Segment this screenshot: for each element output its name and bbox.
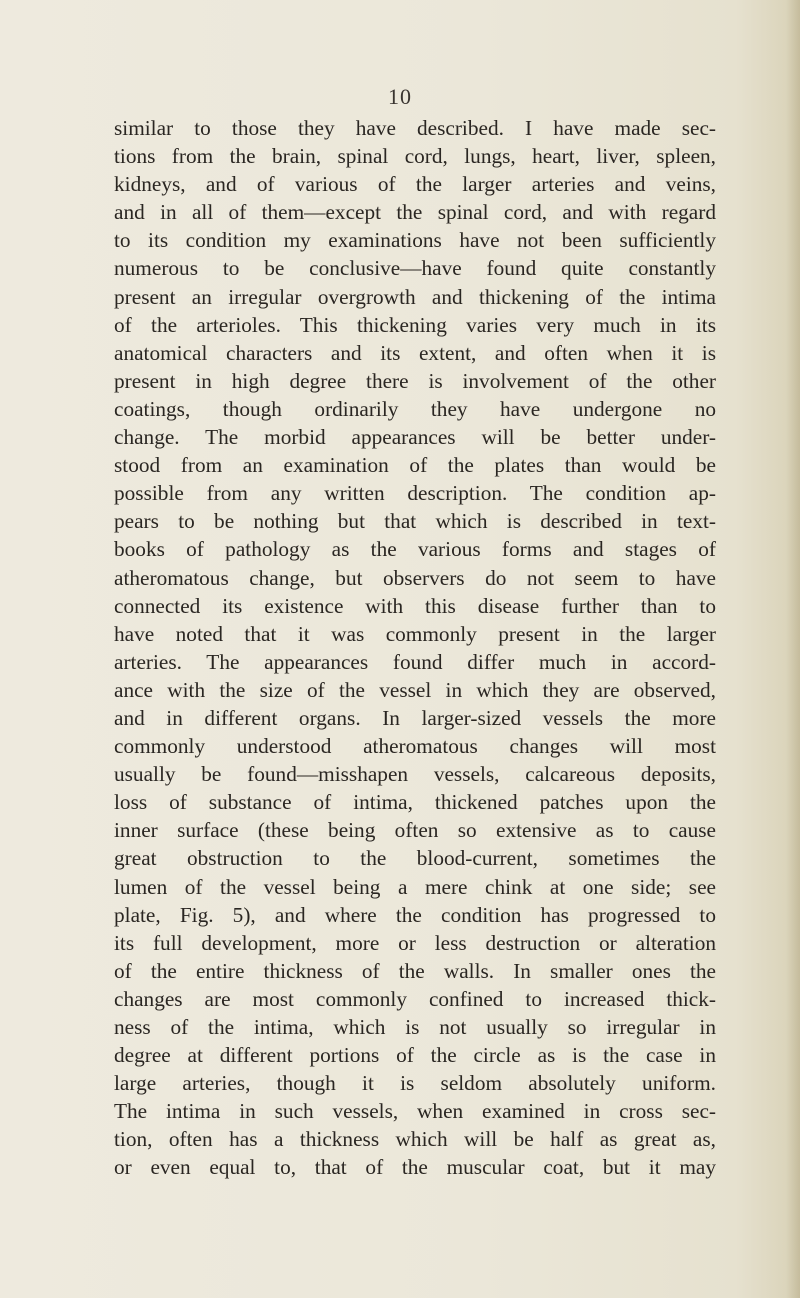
text-line: changes are most commonly confined to increased thick- <box>114 986 716 1011</box>
text-line: its full development, more or less destruction or alteration <box>114 930 716 955</box>
page-edge-shadow <box>786 0 800 1298</box>
text-line: great obstruction to the blood-current, sometimes the <box>114 846 716 871</box>
text-line: kidneys, and of various of the larger arteries and veins, <box>114 172 716 197</box>
text-line: possible from any written description. The condition ap- <box>114 481 716 506</box>
text-line: and in different organs. In larger-sized vessels the more <box>114 705 716 730</box>
text-line: change. The morbid appearances will be better under- <box>114 425 716 450</box>
text-line: ance with the size of the vessel in which they are observed, <box>114 677 716 702</box>
text-line: of the arterioles. This thickening varies very much in its <box>114 312 716 337</box>
text-line: to its condition my examinations have not been sufficiently <box>114 228 716 253</box>
text-line: coatings, though ordinarily they have undergone no <box>114 396 716 421</box>
text-line: ness of the intima, which is not usually so irregular in <box>114 1015 716 1039</box>
text-line: lumen of the vessel being a mere chink at one side; see <box>114 874 716 899</box>
text-line: and in all of them—except the spinal cord, and with regard <box>114 200 716 225</box>
text-line: tions from the brain, spinal cord, lungs, heart, liver, spleen, <box>114 144 716 169</box>
text-line: of the entire thickness of the walls. In smaller ones the <box>114 958 716 983</box>
text-line: stood from an examination of the plates than would be <box>114 453 716 478</box>
text-line: usually be found—misshapen vessels, calcareous deposits, <box>114 762 716 787</box>
text-line: atheromatous change, but observers do not seem to have <box>114 565 716 590</box>
body-text <box>114 114 716 1182</box>
text-line: or even equal to, that of the muscular coat, but it may <box>114 1155 716 1180</box>
text-line: loss of substance of intima, thickened patches upon the <box>114 790 716 815</box>
text-line: have noted that it was commonly present in the larger <box>114 621 716 646</box>
text-line: The intima in such vessels, when examined in cross sec- <box>114 1099 716 1124</box>
text-line: degree at different portions of the circle as is the case in <box>114 1043 716 1068</box>
text-line: numerous to be conclusive—have found quite constantly <box>114 256 716 281</box>
text-line: commonly understood atheromatous changes will most <box>114 734 716 759</box>
text-line: arteries. The appearances found differ much in accord- <box>114 649 716 674</box>
text-line: pears to be nothing but that which is described in text- <box>114 509 716 534</box>
text-line: large arteries, though it is seldom absolutely uniform. <box>114 1071 716 1096</box>
text-line: present in high degree there is involvement of the other <box>114 368 716 393</box>
text-line: inner surface (these being often so extensive as to cause <box>114 818 716 843</box>
text-line: books of pathology as the various forms and stages of <box>114 537 716 562</box>
page-number: 10 <box>388 84 412 109</box>
text-line: plate, Fig. 5), and where the condition has progressed to <box>114 902 716 927</box>
text-line: tion, often has a thickness which will be half as great as, <box>114 1127 716 1152</box>
text-line: anatomical characters and its extent, and often when it is <box>114 340 716 365</box>
text-line: connected its existence with this disease further than to <box>114 593 716 618</box>
text-line: similar to those they have described. I have made sec- <box>114 116 716 140</box>
text-line: present an irregular overgrowth and thickening of the intima <box>114 284 716 309</box>
